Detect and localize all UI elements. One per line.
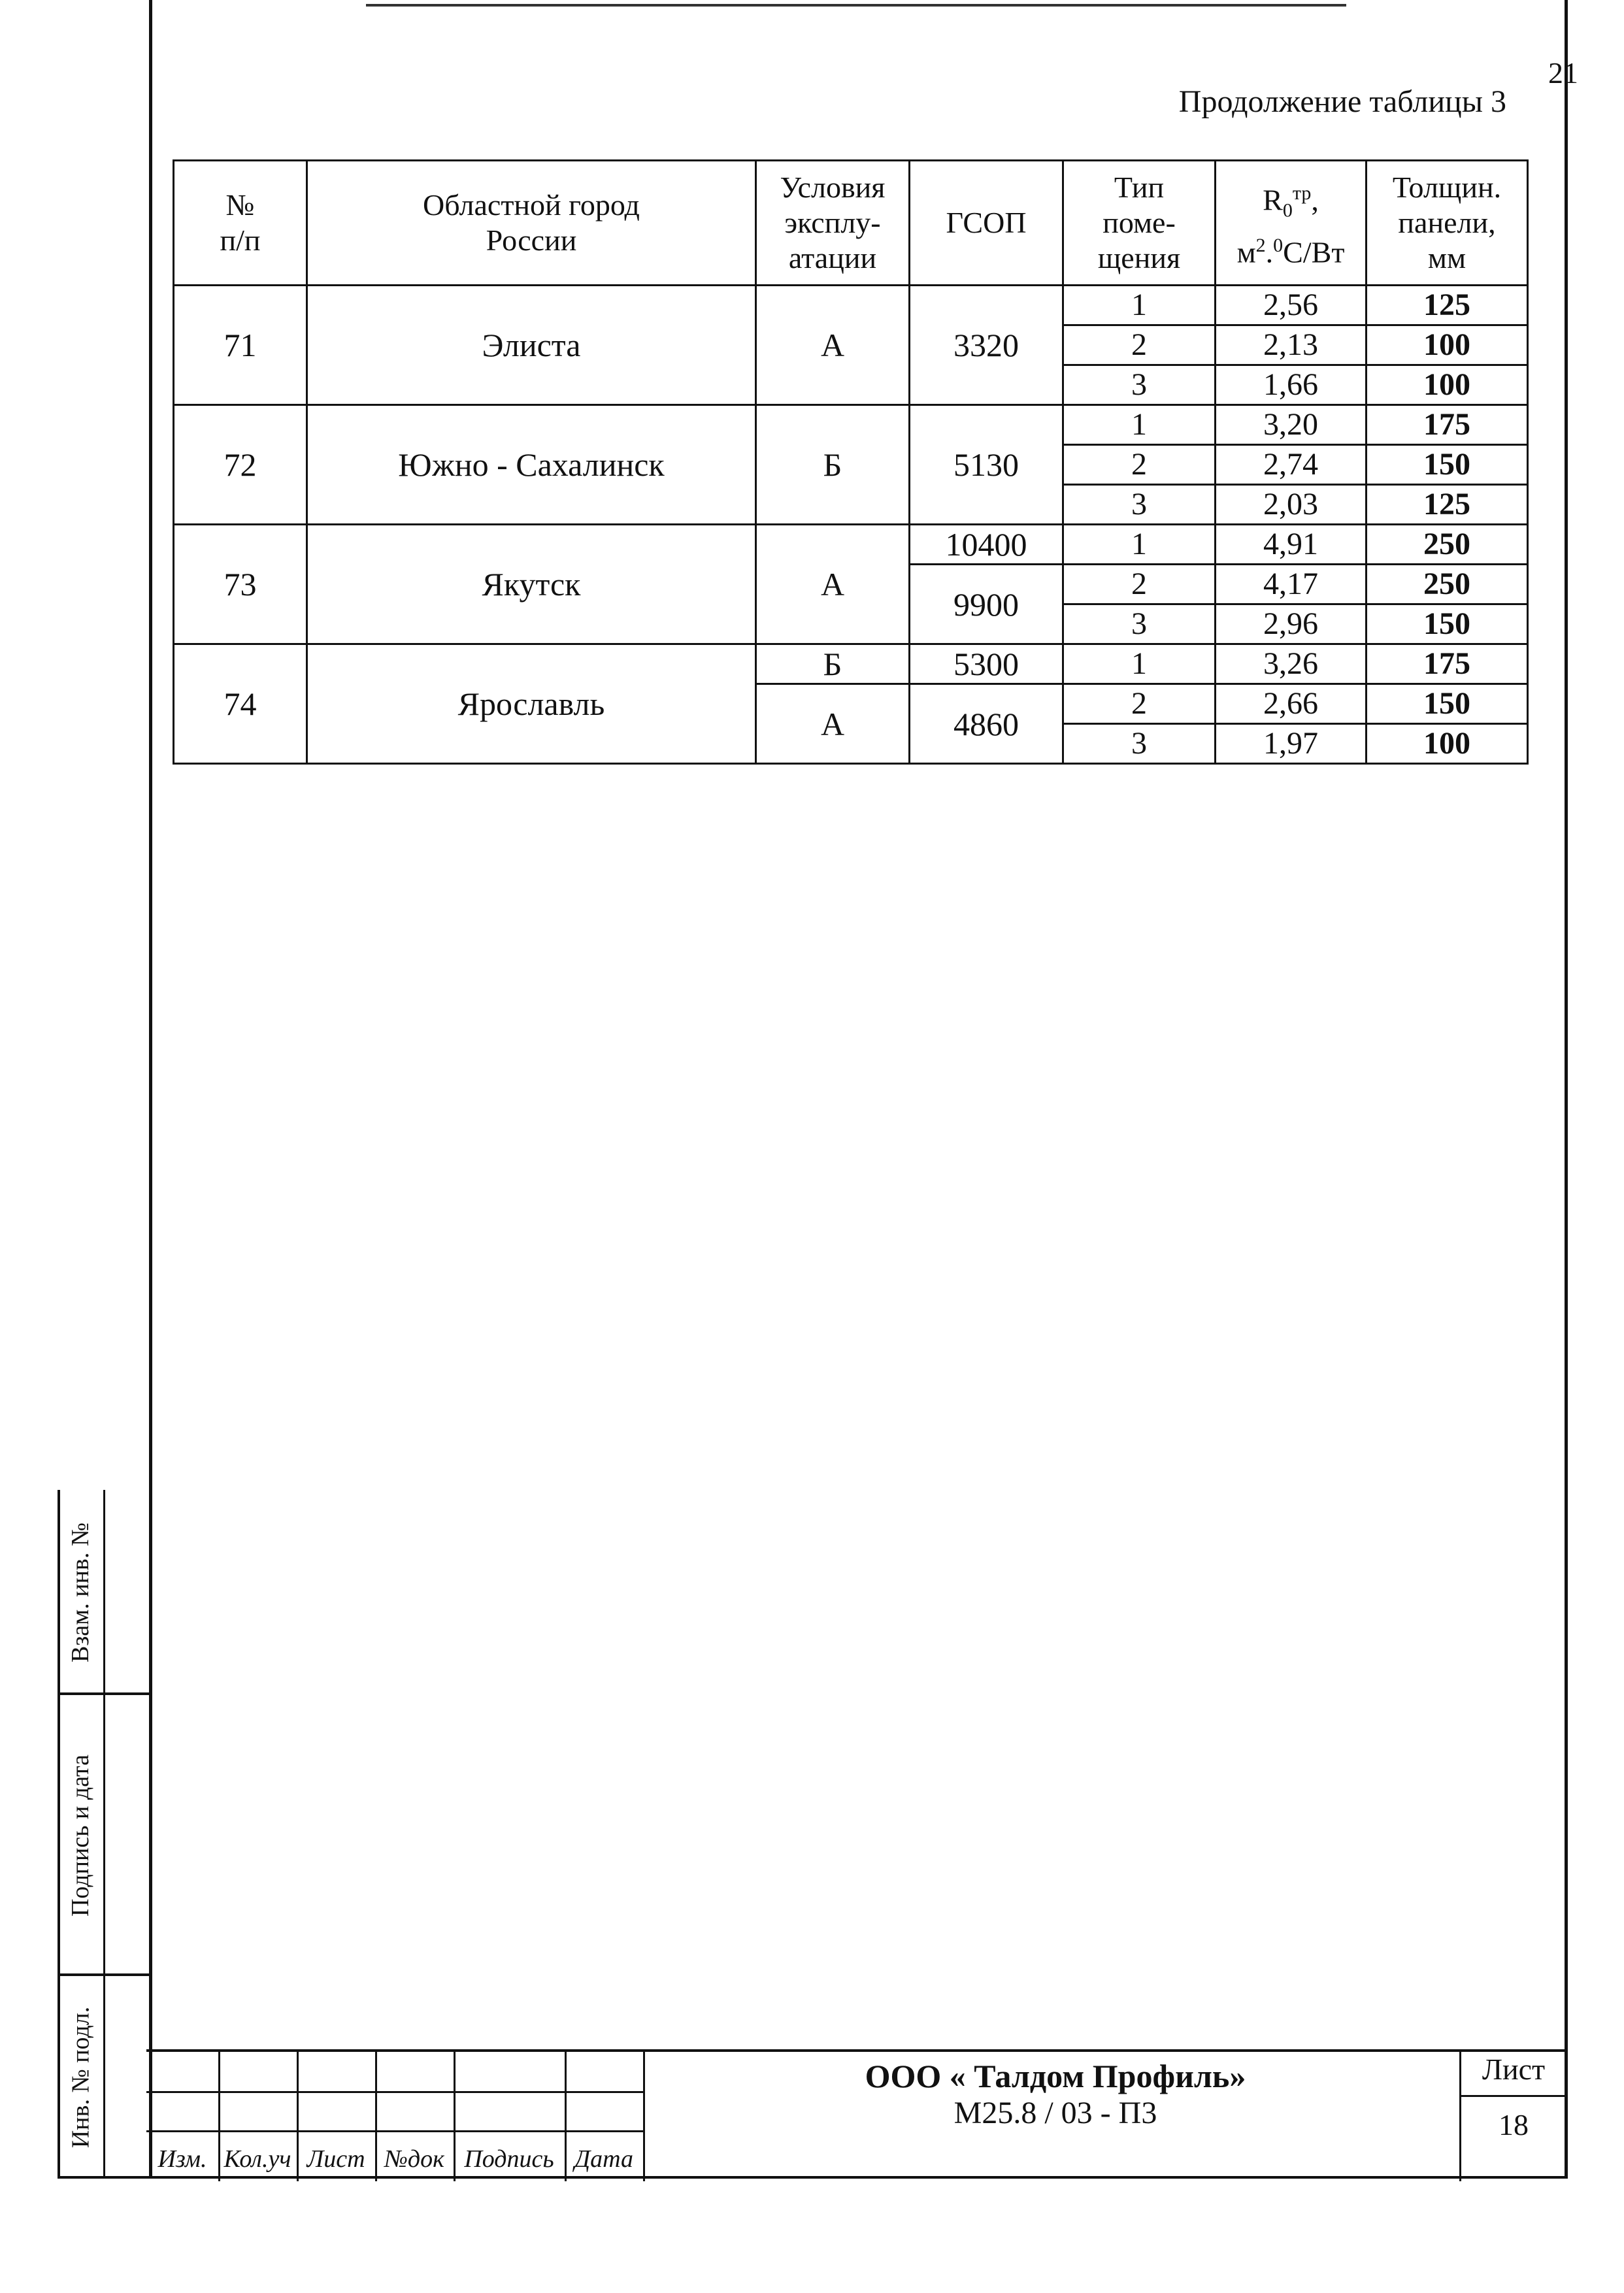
row-gsop: 3320 bbox=[910, 286, 1063, 405]
tb-hline bbox=[146, 2091, 643, 2093]
row-city: Ярославль bbox=[307, 644, 756, 764]
table-row bbox=[174, 525, 1528, 565]
row-thickness: 175 bbox=[1367, 405, 1528, 445]
row-thickness: 250 bbox=[1367, 525, 1528, 565]
document-code: М25.8 / 03 - П3 bbox=[953, 2096, 1157, 2130]
row-city: Южно - Сахалинск bbox=[307, 405, 756, 525]
header-r0-unit-rest: С/Вт bbox=[1283, 235, 1345, 269]
row-r0: 2,56 bbox=[1216, 286, 1367, 325]
header-thickness-line3: мм bbox=[1427, 241, 1467, 274]
row-r0: 2,74 bbox=[1216, 445, 1367, 485]
row-city: Элиста bbox=[307, 286, 756, 405]
row-room-type: 2 bbox=[1063, 565, 1216, 604]
row-room-type: 3 bbox=[1063, 724, 1216, 764]
row-r0: 1,97 bbox=[1216, 724, 1367, 764]
header-r0-sub: 0 bbox=[1282, 199, 1293, 222]
row-city: Якутск bbox=[307, 525, 756, 644]
page-number: 21 bbox=[1548, 56, 1578, 90]
row-gsop: 5300 bbox=[910, 644, 1063, 684]
side-label-podpis bbox=[58, 1695, 103, 1976]
row-r0: 2,96 bbox=[1216, 604, 1367, 644]
header-thickness bbox=[1367, 161, 1528, 286]
row-r0: 2,66 bbox=[1216, 684, 1367, 724]
row-gsop: 9900 bbox=[910, 565, 1063, 644]
row-thickness: 100 bbox=[1367, 724, 1528, 764]
row-thickness: 125 bbox=[1367, 485, 1528, 525]
row-r0: 2,03 bbox=[1216, 485, 1367, 525]
header-num-line2: п/п bbox=[220, 223, 261, 257]
header-r0-symbol: R bbox=[1263, 182, 1283, 216]
row-thickness: 150 bbox=[1367, 445, 1528, 485]
header-r0: $R_0^{тр}$, $м^2.^0С/Вт$ bbox=[1216, 161, 1367, 286]
continuation-title: Продолжение таблицы 3 bbox=[1178, 84, 1506, 119]
row-gsop: 4860 bbox=[910, 684, 1063, 764]
row-thickness: 100 bbox=[1367, 365, 1528, 405]
sheet-label: Лист bbox=[1482, 2053, 1546, 2086]
header-thickness-line2: панели, bbox=[1398, 206, 1496, 239]
row-r0: 1,66 bbox=[1216, 365, 1367, 405]
table-row bbox=[174, 286, 1528, 325]
table-row bbox=[174, 644, 1528, 684]
tb-col-kolych: Кол.уч bbox=[224, 2145, 291, 2173]
header-conditions bbox=[756, 161, 910, 286]
side-label-inv bbox=[58, 1976, 103, 2179]
row-room-type: 3 bbox=[1063, 485, 1216, 525]
row-thickness: 100 bbox=[1367, 325, 1528, 365]
header-city-line2: России bbox=[486, 223, 577, 257]
header-r0-unit-sup: 2 bbox=[1255, 235, 1266, 257]
row-room-type: 3 bbox=[1063, 365, 1216, 405]
header-conditions-line3: атации bbox=[788, 241, 877, 274]
header-conditions-line2: эксплу- bbox=[784, 206, 881, 239]
header-thickness-line1: Толщин. bbox=[1392, 171, 1502, 204]
header-row bbox=[174, 161, 1528, 286]
header-conditions-line1: Условия bbox=[780, 171, 886, 204]
tb-col-ndok: №док bbox=[384, 2145, 444, 2173]
row-conditions: А bbox=[756, 684, 910, 764]
row-num: 71 bbox=[174, 286, 307, 405]
row-gsop: 5130 bbox=[910, 405, 1063, 525]
side-text-podpis: Подпись и дата bbox=[67, 1754, 95, 1917]
row-conditions: А bbox=[756, 525, 910, 644]
row-num: 74 bbox=[174, 644, 307, 764]
header-room-type-line3: щения bbox=[1097, 241, 1181, 274]
row-room-type: 1 bbox=[1063, 405, 1216, 445]
row-thickness: 150 bbox=[1367, 684, 1528, 724]
table-row bbox=[174, 405, 1528, 445]
tb-vline bbox=[643, 2052, 645, 2181]
row-thickness: 125 bbox=[1367, 286, 1528, 325]
row-room-type: 3 bbox=[1063, 604, 1216, 644]
row-room-type: 2 bbox=[1063, 325, 1216, 365]
row-room-type: 1 bbox=[1063, 286, 1216, 325]
row-r0: 3,26 bbox=[1216, 644, 1367, 684]
row-thickness: 250 bbox=[1367, 565, 1528, 604]
company-name: ООО « Талдом Профиль» bbox=[865, 2058, 1246, 2094]
tb-col-podpis: Подпись bbox=[464, 2145, 554, 2173]
row-r0: 4,17 bbox=[1216, 565, 1367, 604]
header-r0-unit-deg: 0 bbox=[1273, 235, 1284, 257]
header-city bbox=[307, 161, 756, 286]
row-room-type: 2 bbox=[1063, 445, 1216, 485]
row-thickness: 175 bbox=[1367, 644, 1528, 684]
row-thickness: 150 bbox=[1367, 604, 1528, 644]
header-num bbox=[174, 161, 307, 286]
side-divider bbox=[103, 1490, 105, 2179]
header-room-type-line2: поме- bbox=[1102, 206, 1176, 239]
header-r0-sup: тр bbox=[1292, 182, 1312, 204]
row-r0: 4,91 bbox=[1216, 525, 1367, 565]
row-num: 72 bbox=[174, 405, 307, 525]
tb-hline bbox=[146, 2130, 643, 2132]
header-gsop: ГСОП bbox=[910, 161, 1063, 286]
tb-col-izm: Изм. bbox=[157, 2145, 207, 2173]
header-num-line1: № bbox=[225, 188, 255, 222]
header-r0-unit-m: м bbox=[1236, 235, 1256, 269]
row-conditions: Б bbox=[756, 644, 910, 684]
header-city-line1: Областной город bbox=[423, 188, 640, 222]
row-r0: 3,20 bbox=[1216, 405, 1367, 445]
row-gsop: 10400 bbox=[910, 525, 1063, 565]
side-text-vzam: Взам. инв. № bbox=[67, 1522, 95, 1663]
side-text-inv: Инв. № подл. bbox=[67, 2006, 95, 2149]
row-conditions: А bbox=[756, 286, 910, 405]
side-label-vzam bbox=[58, 1490, 103, 1695]
header-room-type bbox=[1063, 161, 1216, 286]
header-room-type-line1: Тип bbox=[1114, 171, 1165, 204]
row-r0: 2,13 bbox=[1216, 325, 1367, 365]
sheet-number: 18 bbox=[1499, 2108, 1529, 2141]
row-room-type: 1 bbox=[1063, 525, 1216, 565]
tb-col-data: Дата bbox=[574, 2145, 634, 2173]
header-r0-comma: , bbox=[1311, 182, 1319, 216]
tb-hline bbox=[1459, 2095, 1568, 2097]
row-num: 73 bbox=[174, 525, 307, 644]
tb-col-list: Лист bbox=[307, 2145, 365, 2173]
row-room-type: 1 bbox=[1063, 644, 1216, 684]
row-conditions: Б bbox=[756, 405, 910, 525]
data-table bbox=[173, 159, 1529, 765]
row-room-type: 2 bbox=[1063, 684, 1216, 724]
